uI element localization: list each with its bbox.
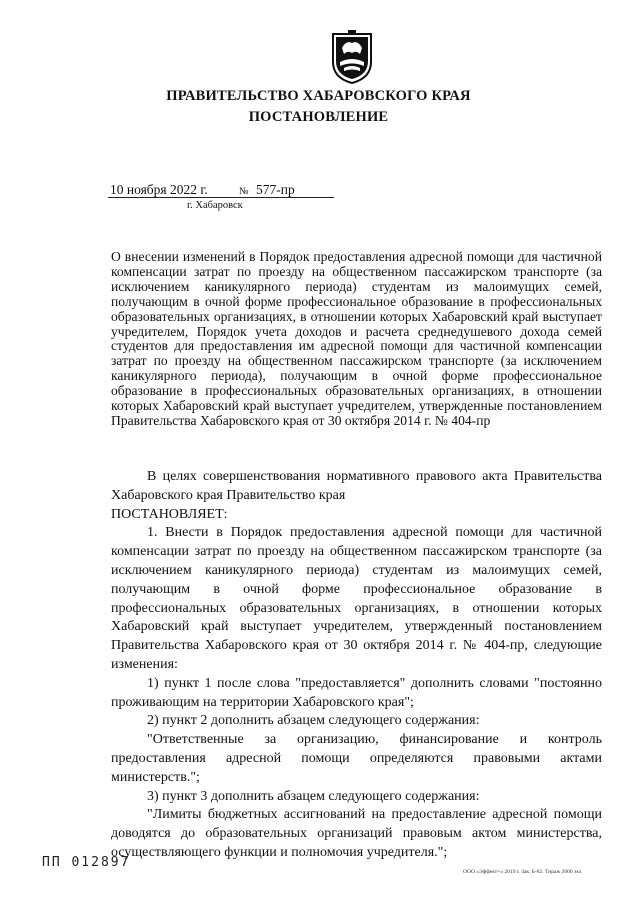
coat-of-arms-icon — [330, 28, 374, 84]
document-number: 577-пр — [256, 182, 295, 197]
form-serial-number: ПП 012897 — [42, 855, 131, 870]
number-label: № — [239, 186, 249, 197]
date-number-row — [108, 182, 348, 198]
document-subject: О внесении изменений в Порядок предоставления адресной помощи для частичной компенсации затрат по проезду на общественном пассажирском транспорте (за исключением каникулярного периода) студентам из малоимущих семей, получающим в очной форме профессиональное образование в профессиональных образовательных организациях, в отношении которых Хабаровский край выступает учредителем, Порядок учета доходов и расчета среднедушевого дохода семей студентов для предоставления им адресной помощи для частичной компенсации затрат по проезду на общественном пассажирском транспорте (за исключением каникулярного периода), получающим в очной форме профессиональное образование в профессиональных образовательных организациях, в отношении которых Хабаровский край выступает учредителем, утвержденные постановлением Правительства Хабаровского края от 30 октября 2014 г. № 404-пр — [111, 249, 602, 428]
document-body — [111, 468, 602, 863]
quote-3-paragraph: "Лимиты бюджетных ассигнований на предоставление адресной помощи доводятся до образовательных организаций правовым актом министерства, осуществляющего функции и полномочия учредителя."; — [111, 807, 602, 860]
date-underline — [108, 197, 334, 198]
document-date: 10 ноября 2022 г. — [110, 182, 208, 197]
subitem-3-paragraph: 3) пункт 3 дополнить абзацем следующего содержания: — [147, 788, 480, 804]
document-type-title: ПОСТАНОВЛЕНИЕ — [248, 109, 389, 125]
subitem-1-paragraph: 1) пункт 1 после слова "предоставляется" дополнить словами "постоянно проживающим на территории Хабаровского края"; — [111, 675, 602, 710]
intro-paragraph: В целях совершенствования нормативного правового акта Правительства Хабаровского края Правительство края — [111, 469, 602, 503]
subitem-2-paragraph: 2) пункт 2 дополнить абзацем следующего содержания: — [147, 713, 480, 729]
item-1-paragraph: 1. Внести в Порядок предоставления адресной помощи для частичной компенсации затрат по проезду на общественном пассажирском транспорте (за исключением каникулярного периода) студентам из малоимущих семей, получающим в очной форме профессиональное образование в профессиональных образовательных организациях, в отношении которых Хабаровский край выступает учредителем, утвержденный постановлением Правительства Хабаровского края от 30 октября 2014 г. № 404-пр, следующие изменения: — [111, 525, 602, 672]
printer-imprint: ООО «Эффект+» 2019 г. Зак. Б-82. Тираж 2000 экз. — [463, 869, 583, 875]
government-title: ПРАВИТЕЛЬСТВО ХАБАРОВСКОГО КРАЯ — [166, 88, 471, 104]
resolves-heading: ПОСТАНОВЛЯЕТ: — [111, 506, 228, 522]
quote-2-paragraph: "Ответственные за организацию, финансирование и контроль предоставления адресной помощи определяются правовыми актами министерств."; — [111, 732, 602, 785]
city-label: г. Хабаровск — [187, 200, 243, 211]
